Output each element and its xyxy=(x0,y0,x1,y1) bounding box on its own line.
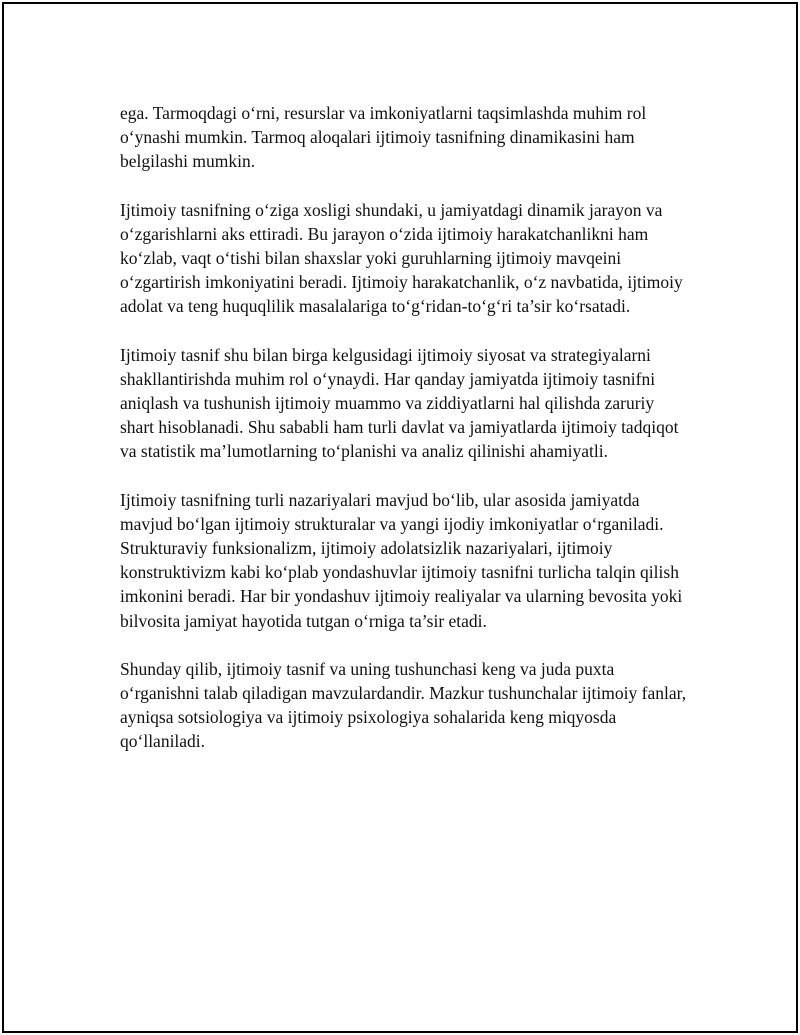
paragraph: ega. Tarmoqdagi o‘rni, resurslar va imkoniyatlarni taqsimlashda muhim rol o‘ynashi mumkin. Tarmoq aloqalari ijtimoiy tasnifning dinamikasini ham belgilashi mumkin. xyxy=(120,103,647,172)
paragraph: Ijtimoiy tasnifning o‘ziga xosligi shundaki, u jamiyatdagi dinamik jarayon va o‘zgarishlarni aks ettiradi. Bu jarayon o‘zida ijtimoiy harakatchanlikni ham ko‘zlab, vaqt o‘tishi bilan shaxslar yoki guruhlarning ijtimoiy mavqeini o‘zgartirish imkoniyatini beradi. Ijtimoiy harakatchanlik, o‘z navbatida, ijtimoiy adolat va teng huquqlilik masalalariga to‘g‘ridan-to‘g‘ri ta’sir ko‘rsatadi. xyxy=(120,199,683,317)
paragraph: Ijtimoiy tasnif shu bilan birga kelgusidagi ijtimoiy siyosat va strategiyalarni shakllantirishda muhim rol o‘ynaydi. Har qanday jamiyatda ijtimoiy tasnifni aniqlash va tushunish ijtimoiy muammo va ziddiyatlarni hal qilishda zaruriy shart hisoblanadi. Shu sababli ham turli davlat va jamiyatlarda ijtimoiy tadqiqot va statistik ma’lumotlarning to‘planishi va analiz qilinishi ahamiyatli. xyxy=(120,344,679,462)
document-body xyxy=(120,101,690,778)
page-frame xyxy=(2,2,798,1033)
paragraph: Shunday qilib, ijtimoiy tasnif va uning tushunchasi keng va juda puxta o‘rganishni talab qiladigan mavzulardandir. Mazkur tushunchalar ijtimoiy fanlar, ayniqsa sotsiologiya va ijtimoiy psixologiya sohalarida keng miqyosda qo‘llaniladi. xyxy=(120,658,687,752)
paragraph: Ijtimoiy tasnifning turli nazariyalari mavjud bo‘lib, ular asosida jamiyatda mavjud bo‘lgan ijtimoiy strukturalar va yangi ijodiy imkoniyatlar o‘rganiladi. Strukturaviy funksionalizm, ijtimoiy adolatsizlik nazariyalari, ijtimoiy konstruktivizm kabi ko‘plab yondashuvlar ijtimoiy tasnifni turlicha talqin qilish imkonini beradi. Har bir yondashuv ijtimoiy realiyalar va ularning bevosita yoki bilvosita jamiyat hayotida tutgan o‘rniga ta’sir etadi. xyxy=(120,489,683,631)
